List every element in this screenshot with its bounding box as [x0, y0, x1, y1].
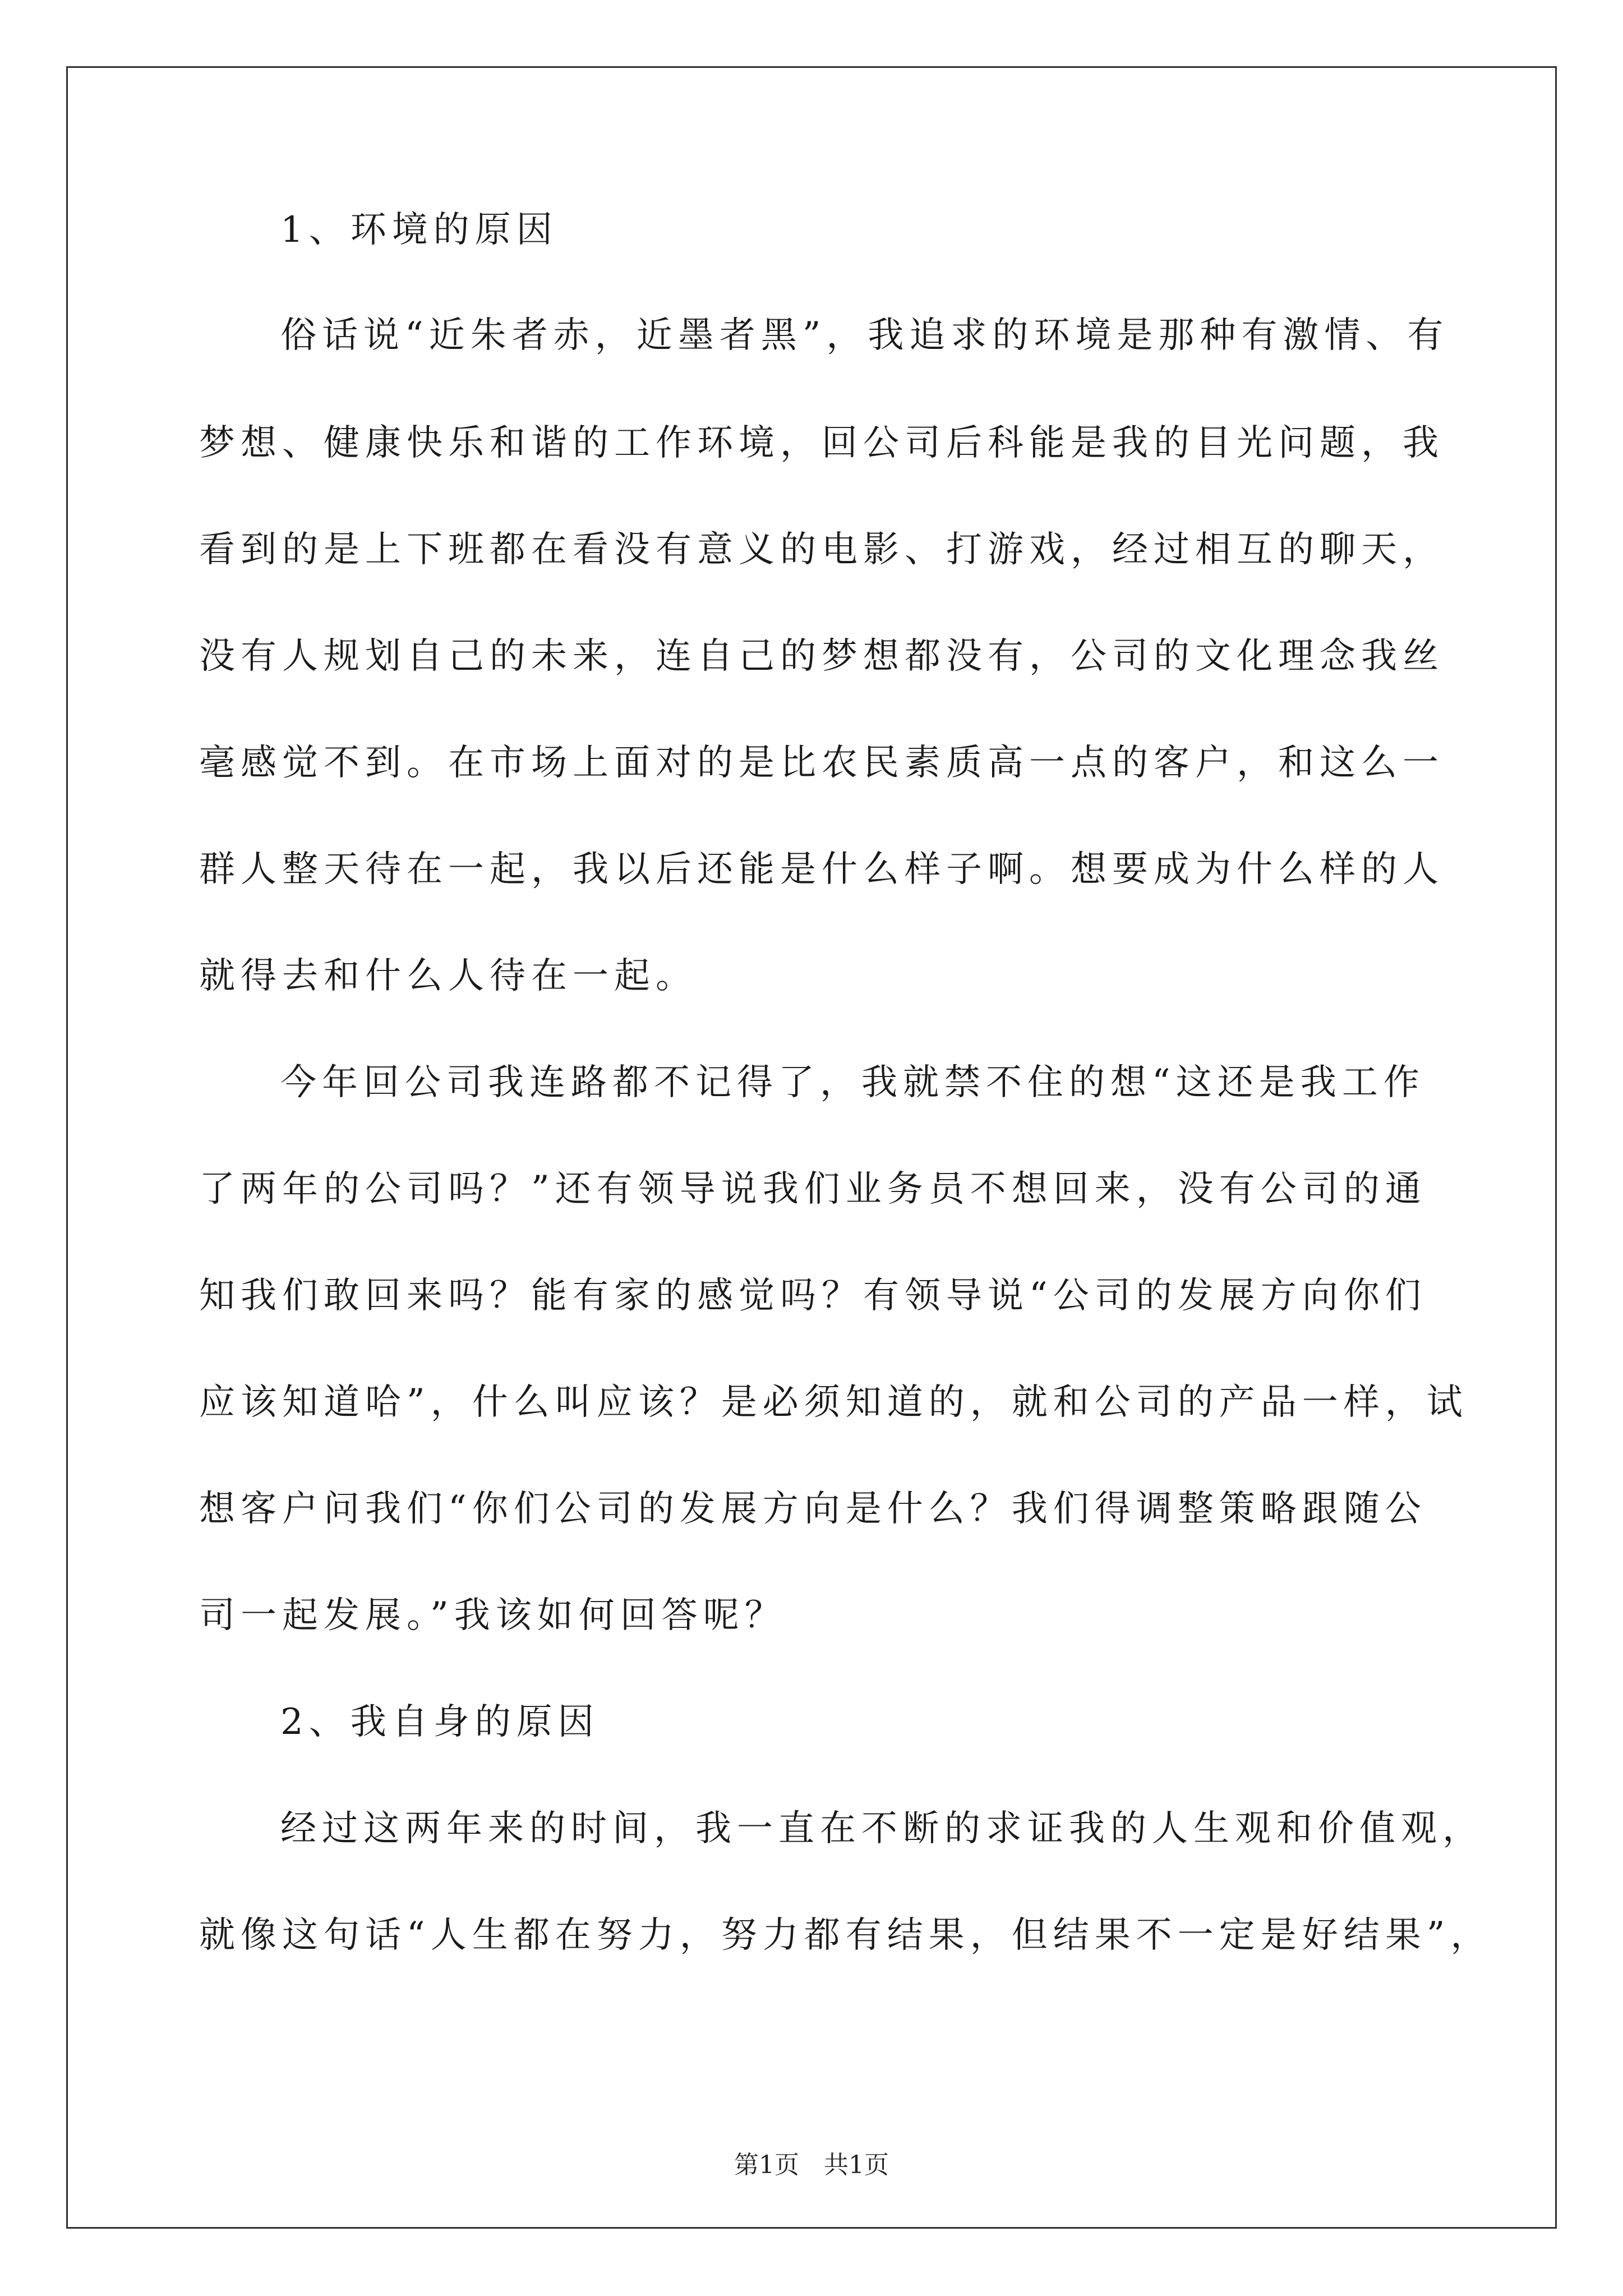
paragraph-line: 了两年的公司吗？”还有领导说我们业务员不想回来，没有公司的通 [199, 1168, 1427, 1210]
paragraph-line: 就像这句话“人生都在努力，努力都有结果，但结果不一定是好结果”， [199, 1915, 1492, 1956]
paragraph-line: 经过这两年来的时间，我一直在不断的求证我的人生观和价值观， [280, 1808, 1484, 1849]
paragraph-line: 梦想、健康快乐和谐的工作环境，回公司后科能是我的目光问题，我 [199, 422, 1444, 464]
paragraph-line: 司一起发展。”我该如何回答呢？ [199, 1595, 786, 1636]
paragraph-line: 群人整天待在一起，我以后还能是什么样子啊。想要成为什么样的人 [199, 849, 1444, 890]
section-heading-1: 1、环境的原因 [280, 209, 558, 251]
paragraph-line: 今年回公司我连路都不记得了，我就禁不住的想“这还是我工作 [280, 1062, 1425, 1103]
page-footer: 第1页 共1页 [734, 2151, 889, 2179]
paragraph-line: 看到的是上下班都在看没有意义的电影、打游戏，经过相互的聊天， [199, 529, 1444, 570]
paragraph-line: 想客户问我们“你们公司的发展方向是什么？我们得调整策略跟随公 [199, 1488, 1427, 1530]
paragraph-line: 没有人规划自己的未来，连自己的梦想都没有，公司的文化理念我丝 [199, 636, 1444, 677]
paragraph-line: 应该知道哈”，什么叫应该？是必须知道的，就和公司的产品一样，试 [199, 1382, 1468, 1423]
paragraph-line: 知我们敢回来吗？能有家的感觉吗？有领导说“公司的发展方向你们 [199, 1275, 1427, 1317]
paragraph-line: 毫感觉不到。在市场上面对的是比农民素质高一点的客户，和这么一 [199, 742, 1444, 784]
paragraph-line: 就得去和什么人待在一起。 [199, 955, 697, 997]
section-heading-2: 2、我自身的原因 [280, 1701, 600, 1743]
paragraph-line: 俗话说“近朱者赤，近墨者黑”，我追求的环境是那种有激情、有 [280, 315, 1449, 356]
page-border [66, 66, 1557, 2229]
